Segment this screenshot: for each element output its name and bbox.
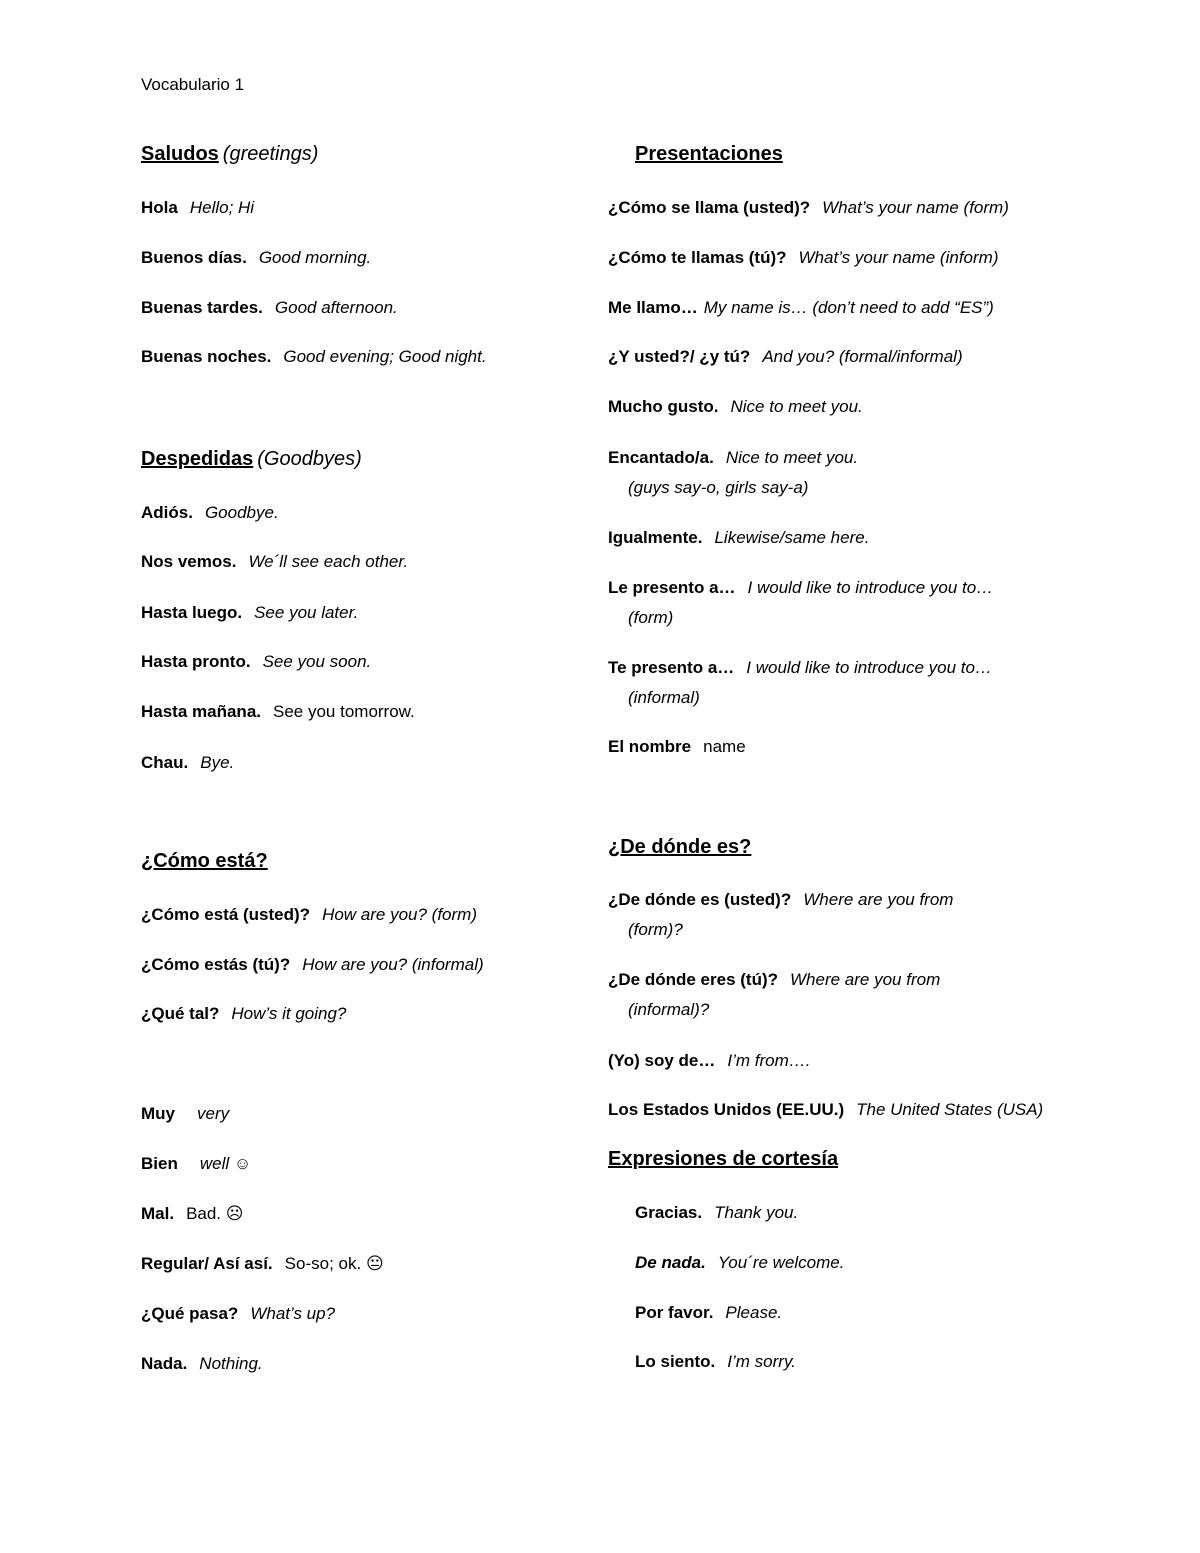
vocab-item — [608, 573, 993, 633]
english-translation: Nice to meet you. — [730, 397, 863, 416]
spanish-term: ¿Cómo está (usted)? — [141, 905, 311, 924]
translation-note: (guys say-o, girls say-a) — [628, 478, 809, 497]
spanish-term: ¿De dónde eres (tú)? — [608, 970, 779, 989]
vocab-item — [141, 647, 371, 677]
frown-icon: ☹ — [225, 1204, 244, 1223]
vocab-item — [608, 193, 1009, 223]
vocab-item — [141, 243, 371, 273]
english-translation: How are you? (form) — [322, 905, 477, 924]
english-translation: I’m sorry. — [727, 1352, 796, 1371]
vocab-item — [141, 498, 279, 528]
spanish-term: ¿Cómo estás (tú)? — [141, 955, 291, 974]
vocab-item — [141, 1099, 229, 1129]
english-translation: Nice to meet you. — [725, 448, 859, 467]
vocab-item — [141, 950, 484, 980]
spanish-term: Buenas tardes. — [141, 298, 263, 317]
spanish-term: Mucho gusto. — [608, 397, 719, 416]
translation-note: (informal) — [628, 688, 700, 707]
spanish-term: Me llamo… — [608, 298, 698, 317]
como-esta-title: ¿Cómo está? — [141, 850, 268, 872]
english-translation: Good evening; Good night. — [283, 347, 487, 366]
vocab-item — [141, 1199, 244, 1229]
english-translation: See you soon. — [262, 652, 372, 671]
spanish-term: ¿Qué tal? — [141, 1004, 220, 1023]
vocab-item — [141, 598, 358, 628]
saludos-heading — [141, 143, 318, 166]
english-translation: Bye. — [200, 753, 235, 772]
vocab-item — [141, 697, 415, 727]
vocab-item — [608, 1095, 1043, 1125]
english-translation: What’s your name (inform) — [798, 248, 999, 267]
english-translation: very — [197, 1104, 230, 1123]
spanish-term: Chau. — [141, 753, 189, 772]
despedidas-subtitle: (Goodbyes) — [257, 448, 362, 470]
translation-note: (form)? — [628, 920, 683, 939]
spanish-term: Hasta mañana. — [141, 702, 261, 721]
spanish-term: Muy — [141, 1104, 175, 1123]
despedidas-heading — [141, 448, 362, 471]
vocab-item — [141, 999, 346, 1029]
vocab-item — [635, 1347, 796, 1377]
vocab-item — [141, 900, 477, 930]
vocab-item — [608, 885, 953, 945]
presentaciones-heading — [635, 143, 783, 166]
spanish-term: (Yo) soy de… — [608, 1051, 716, 1070]
spanish-term: Le presento a… — [608, 578, 736, 597]
english-translation: Thank you. — [714, 1203, 799, 1222]
english-translation: Where are you from — [790, 970, 941, 989]
english-translation: I’m from…. — [727, 1051, 811, 1070]
english-translation: How are you? (informal) — [302, 955, 484, 974]
spanish-term: El nombre — [608, 737, 692, 756]
vocab-item — [141, 547, 408, 577]
vocab-item — [608, 732, 746, 762]
vocab-item — [141, 1149, 251, 1179]
spanish-term: ¿Qué pasa? — [141, 1304, 239, 1323]
spanish-term: ¿Cómo se llama (usted)? — [608, 198, 811, 217]
vocab-item — [608, 392, 863, 422]
english-translation: Bad. — [186, 1204, 222, 1223]
spanish-term: Igualmente. — [608, 528, 703, 547]
english-translation: Where are you from — [803, 890, 954, 909]
vocab-item — [608, 1046, 810, 1076]
spanish-term: ¿De dónde es (usted)? — [608, 890, 792, 909]
spanish-term: Encantado/a. — [608, 448, 714, 467]
english-translation: Nothing. — [199, 1354, 263, 1373]
spanish-term: Los Estados Unidos (EE.UU.) — [608, 1100, 845, 1119]
vocab-item — [635, 1248, 844, 1278]
spanish-term: De nada. — [635, 1253, 706, 1272]
translation-note: (informal)? — [628, 1000, 710, 1019]
neutral-face-icon: 😐 — [365, 1254, 384, 1273]
como-esta-heading — [141, 850, 268, 873]
spanish-term: Adiós. — [141, 503, 193, 522]
english-translation: See you tomorrow. — [273, 702, 415, 721]
cortesia-title: Expresiones de cortesía — [608, 1148, 839, 1170]
english-translation: What’s your name (form) — [822, 198, 1009, 217]
vocab-item — [608, 293, 994, 323]
cortesia-heading — [608, 1148, 838, 1171]
vocab-item — [608, 443, 858, 503]
english-translation: name — [703, 737, 746, 756]
spanish-term: Gracias. — [635, 1203, 703, 1222]
english-translation: Good morning. — [258, 248, 372, 267]
english-translation: We´ll see each other. — [248, 552, 409, 571]
vocab-item — [141, 1249, 384, 1279]
spanish-term: Hasta pronto. — [141, 652, 251, 671]
vocab-item — [608, 965, 940, 1025]
spanish-term: Buenas noches. — [141, 347, 272, 366]
saludos-title: Saludos — [141, 143, 219, 165]
spanish-term: Regular/ Así así. — [141, 1254, 273, 1273]
spanish-term: ¿Y usted?/ ¿y tú? — [608, 347, 751, 366]
english-translation: My name is… (don’t need to add “ES”) — [703, 298, 994, 317]
presentaciones-title: Presentaciones — [635, 143, 783, 165]
smile-icon: ☺ — [233, 1154, 252, 1173]
english-translation: You´re welcome. — [717, 1253, 845, 1272]
english-translation: See you later. — [254, 603, 359, 622]
spanish-term: Mal. — [141, 1204, 175, 1223]
english-translation: What’s up? — [250, 1304, 336, 1323]
english-translation: Likewise/same here. — [714, 528, 870, 547]
vocab-item — [608, 243, 998, 273]
vocab-item — [608, 653, 992, 713]
vocab-item — [141, 193, 254, 223]
vocab-item — [608, 342, 963, 372]
spanish-term: Lo siento. — [635, 1352, 716, 1371]
spanish-term: Hasta luego. — [141, 603, 243, 622]
vocab-item — [141, 1349, 263, 1379]
english-translation: Hello; Hi — [189, 198, 255, 217]
english-translation: How’s it going? — [231, 1004, 347, 1023]
english-translation: Good afternoon. — [274, 298, 398, 317]
document-title: Vocabulario 1 — [141, 75, 245, 94]
vocab-item — [141, 293, 398, 323]
english-translation: The United States (USA) — [856, 1100, 1044, 1119]
spanish-term: Buenos días. — [141, 248, 247, 267]
english-translation: Please. — [725, 1303, 783, 1322]
english-translation: And you? (formal/informal) — [762, 347, 963, 366]
de-donde-heading — [608, 836, 751, 859]
vocab-item — [141, 342, 487, 372]
spanish-term: Te presento a… — [608, 658, 735, 677]
english-translation: So-so; ok. — [284, 1254, 362, 1273]
english-translation: well — [199, 1154, 230, 1173]
translation-note: (form) — [628, 608, 674, 627]
de-donde-title: ¿De dónde es? — [608, 836, 752, 858]
spanish-term: Por favor. — [635, 1303, 714, 1322]
spanish-term: Hola — [141, 198, 178, 217]
english-translation: I would like to introduce you to… — [747, 578, 994, 597]
spanish-term: Nos vemos. — [141, 552, 237, 571]
vocab-item — [635, 1198, 798, 1228]
spanish-term: ¿Cómo te llamas (tú)? — [608, 248, 787, 267]
vocab-item — [141, 1299, 335, 1329]
english-translation: I would like to introduce you to… — [746, 658, 992, 677]
saludos-subtitle: (greetings) — [222, 143, 319, 165]
spanish-term: Nada. — [141, 1354, 188, 1373]
despedidas-title: Despedidas — [141, 448, 254, 470]
vocab-item — [608, 523, 869, 553]
english-translation: Goodbye. — [204, 503, 279, 522]
vocab-item — [141, 748, 234, 778]
spanish-term: Bien — [141, 1154, 178, 1173]
vocab-item — [635, 1298, 782, 1328]
